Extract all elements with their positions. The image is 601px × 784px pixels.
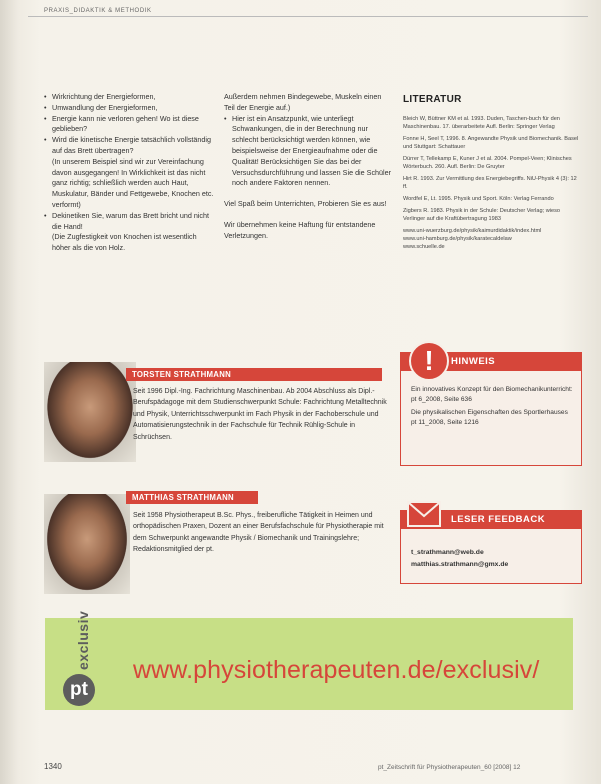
author-bio-matthias: Seit 1958 Physiotherapeut B.Sc. Phys., freiberufliche Tätigkeit in Heimen und orthopädischen Praxen, Dozent an einer Berufsfachschule für Physiotherapie mit dem Schwerpunkt angewandte Physik / Biomechanik und Trainingslehre; Redaktionsmitglied der pt. xyxy=(133,512,384,554)
list-item: • Dekinetiken Sie, warum das Brett bricht und nicht die Hand! xyxy=(44,211,214,233)
exclusiv-banner[interactable] xyxy=(45,610,573,710)
exclusiv-logo-word: exclusiv xyxy=(75,610,91,670)
list-item: • Hier ist ein Ansatzpunkt, wie unterliegt Schwankungen, die in der Berechnung nur schlecht berücksichtigt werden können, wie beispielsweise der Energieaufnahme oder die Qualität! Berücksichtigen Sie das bei der Versuchsdurchführung und lassen Sie die Schüler noch andere Faktoren nennen. xyxy=(224,114,394,190)
email-link[interactable]: matthias.strathmann@gmx.de xyxy=(411,561,509,568)
note-paragraph: (In unserem Beispiel sind wir zur Vereinfachung davon ausgegangen! In Wirklichkeit ist das nicht ganz richtig; schließlich werden auch Haut, Muskulatur, Bänder und Fettgewebe, Knochen etc. verformt) xyxy=(52,156,214,209)
author-photo-torsten xyxy=(44,362,136,462)
journal-footer: pt_Zeitschrift für Physiotherapeuten_60 [2008] 12 xyxy=(378,764,521,771)
literature-entry: Fonne H, Seel T, 1996. 8. Angewandte Physik und Biomechanik. Basel und Stuttgart: Schattauer xyxy=(403,136,579,150)
literature-entry: Hirt R. 1993. Zur Vermittlung des Energiebegriffs. NiU-Physik 4 (3): 12 ff. xyxy=(403,176,577,190)
running-head: PRAXIS_DIDAKTIK & METHODIK xyxy=(44,8,152,14)
bullet-list xyxy=(44,92,214,157)
header-rule xyxy=(28,16,588,17)
email-link[interactable]: t_strathmann@web.de xyxy=(411,549,484,556)
bullet-list xyxy=(44,211,214,233)
closing-paragraph: Viel Spaß beim Unterrichten, Probieren Sie es aus! xyxy=(224,199,387,209)
hinweis-body xyxy=(411,385,573,431)
leser-feedback-box xyxy=(400,510,582,584)
envelope-icon xyxy=(407,501,441,527)
list-item: • Umwandlung der Energieformen, xyxy=(44,103,214,114)
hinweis-label: HINWEIS xyxy=(451,356,496,367)
list-item: • Wirkrichtung der Energieformen, xyxy=(44,92,214,103)
body-paragraph: Außerdem nehmen Bindegewebe, Muskeln einen Teil der Energie auf.) xyxy=(224,92,382,112)
literature-section xyxy=(403,94,581,251)
literature-links: www.uni-wuerzburg.de/physik/kaimurdidaktik/index.html www.uni-hamburg.de/physik/karatecaldelaw www.schuelle.de xyxy=(403,228,542,250)
article-column-1 xyxy=(44,92,214,254)
author-name-torsten: TORSTEN STRATHMANN xyxy=(126,368,382,381)
literature-entry: Zigbers R. 1983. Physik in der Schule: Deutscher Verlag; wieso Verlinger auf die Kraftübertragung 1983 xyxy=(403,208,561,222)
page-number: 1340 xyxy=(44,762,62,771)
author-photo-matthias xyxy=(44,494,130,594)
literature-entry: Dürrer T, Tellekamp E, Kuner J et al. 2004. Pompel-Veen; Klinisches Wörterbuch. 260. Aufl. Berlin: De Gruyter xyxy=(403,156,572,170)
list-item: • Energie kann nie verloren gehen! Wo ist diese geblieben? xyxy=(44,114,214,136)
literature-entry: Wordfel E, Lt. 1995. Physik und Sport. Köln: Verlag Ferrando xyxy=(403,196,554,202)
banner-url-link[interactable]: www.physiotherapeuten.de/exclusiv/ xyxy=(133,656,540,684)
author-bio-torsten: Seit 1996 Dipl.-Ing. Fachrichtung Maschinenbau. Ab 2004 Abschluss als Dipl.-Berufspädagoge mit dem Studienschwerpunkt Schule: Fachrichtung Metalltechnik und Physik, Unterrichtsschwerpunkt im Fach Physik in der Fachoberschule und Automatisierungstechnik in der Fachschule für Technik Rühlig-Schule in Schrüchsen. xyxy=(133,388,387,441)
list-item: • Wird die kinetische Energie tatsächlich vollständig auf das Brett übertragen? xyxy=(44,135,214,157)
leser-feedback-body xyxy=(411,547,508,571)
bullet-list xyxy=(224,114,394,190)
leser-feedback-label: LESER FEEDBACK xyxy=(451,514,546,525)
pt-logo: pt xyxy=(63,674,95,706)
literature-entry: Bleich W, Büttner KM et al. 1993. Duden, Taschen-buch für den Maschinenbau. 17. überarbeitete Aufl. Berlin: Springer Verlag xyxy=(403,116,560,130)
literature-title: LITERATUR xyxy=(403,94,462,105)
author-name-matthias: MATTHIAS STRATHMANN xyxy=(126,491,258,504)
exclamation-icon: ! xyxy=(409,341,449,381)
hinweis-box xyxy=(400,345,582,466)
disclaimer-paragraph: Wir übernehmen keine Haftung für entstandene Verletzungen. xyxy=(224,219,376,240)
note-paragraph: (Die Zugfestigkeit von Knochen ist wesentlich höher als die von Holz. xyxy=(52,232,197,253)
article-column-2 xyxy=(224,92,394,242)
hinweis-item: Die physikalischen Eigenschaften des Sportlerhauses pt 11_2008, Seite 1216 xyxy=(411,409,568,426)
hinweis-item: Ein innovatives Konzept für den Biomechanikunterricht: pt 6_2008, Seite 636 xyxy=(411,386,573,403)
